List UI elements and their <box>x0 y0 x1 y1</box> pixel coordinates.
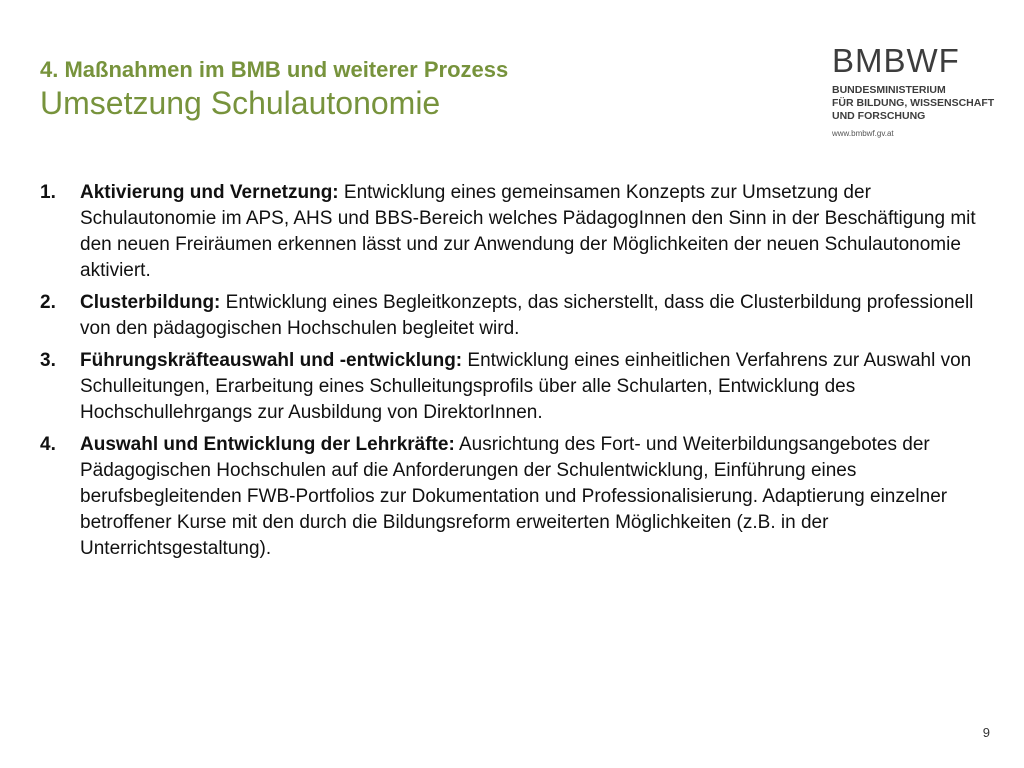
list-item <box>40 180 990 284</box>
logo-line-1: BUNDESMINISTERIUM <box>832 84 946 96</box>
logo-line-2: FÜR BILDUNG, WISSENSCHAFT <box>832 97 995 109</box>
list-item <box>40 348 990 426</box>
list-item-text <box>80 432 990 562</box>
list-item <box>40 432 990 562</box>
list-item-number: 1. <box>40 182 56 203</box>
list-item-lead: Führungskräfteauswahl und -entwicklung: <box>80 350 463 371</box>
list-item-lead: Clusterbildung: <box>80 292 221 313</box>
list-item-lead: Aktivierung und Vernetzung: <box>80 182 339 203</box>
slide-subtitle: 4. Maßnahmen im BMB und weiterer Prozess <box>40 57 509 82</box>
logo-ministry-name <box>832 84 1002 123</box>
slide-title: Umsetzung Schulautonomie <box>40 85 441 121</box>
page-number: 9 <box>982 725 990 740</box>
numbered-list <box>40 180 990 568</box>
list-item-body: Entwicklung eines gemeinsamen Konzepts zur Umsetzung der Schulautonomie im APS, AHS und BBS-Bereich welches PädagogInnen den Sinn in der Beschäftigung mit den neuen Freiräumen erkennen lässt und zur Anwendung der Möglichkeiten der neuen Schulautonomie aktiviert. <box>80 182 976 281</box>
slide-header <box>40 56 780 122</box>
logo-line-3: UND FORSCHUNG <box>832 110 926 122</box>
list-item-body: Entwicklung eines Begleitkonzepts, das sicherstellt, dass die Clusterbildung professionell von den pädagogischen Hochschulen begleitet wird. <box>80 292 974 339</box>
list-item-number: 2. <box>40 292 56 313</box>
list-item-number: 3. <box>40 350 56 371</box>
logo-url: www.bmbwf.gv.at <box>832 129 894 138</box>
logo-wordmark: BMBWF <box>832 42 960 79</box>
list-item-body: Entwicklung eines einheitlichen Verfahrens zur Auswahl von Schulleitungen, Erarbeitung eines Schulleitungsprofils über alle Schularten, Entwicklung des Hochschullehrgangs zur Ausbildung von DirektorInnen. <box>80 350 972 423</box>
list-item <box>40 290 990 342</box>
list-item-lead: Auswahl und Entwicklung der Lehrkräfte: <box>80 434 455 455</box>
list-item-body: Ausrichtung des Fort- und Weiterbildungsangebotes der Pädagogischen Hochschulen auf die Anforderungen der Schulentwicklung, Einführung eines berufsbegleitenden FWB-Portfolios zur Dokumentation und Professionalisierung. Adaptierung einzelner betroffener Kurse mit den durch die Bildungsreform erweiterten Möglichkeiten (z.B. in der Unterrichtsgestaltung). <box>80 434 948 559</box>
list-item-text <box>80 180 990 284</box>
list-item-text <box>80 348 990 426</box>
list-item-text <box>80 290 990 342</box>
list-item-number: 4. <box>40 434 56 455</box>
bmbwf-logo <box>832 44 1002 139</box>
